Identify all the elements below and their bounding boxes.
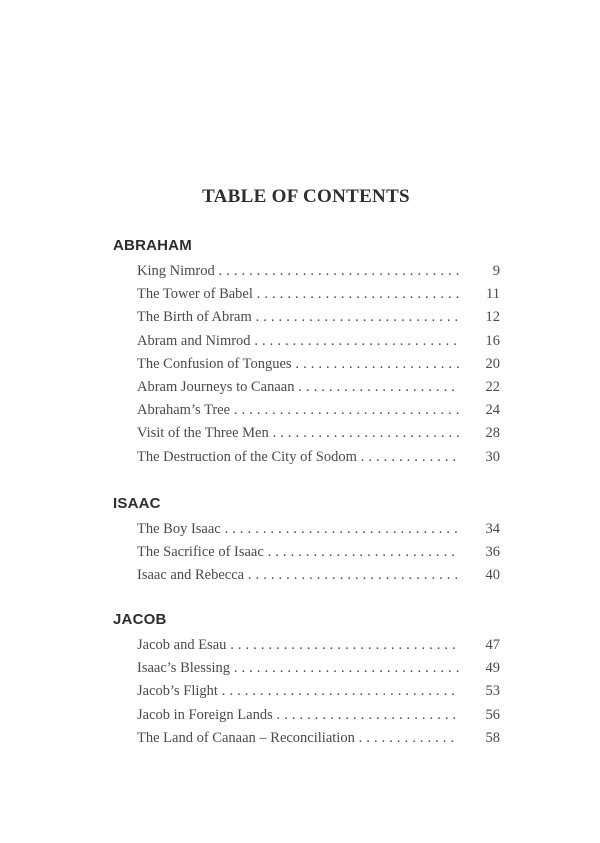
- toc-entry-title: The Land of Canaan – Reconciliation . . .: [137, 727, 459, 750]
- toc-entry-title: Jacob in Foreign Lands . . .: [137, 704, 459, 727]
- toc-entry-page: 22: [485, 378, 500, 395]
- section-heading: JACOB: [113, 611, 167, 628]
- toc-entry-page: 53: [485, 683, 500, 700]
- toc-entry-title: King Nimrod . . .: [137, 260, 459, 283]
- toc-entry[interactable]: [113, 330, 503, 353]
- toc-section-isaac: [113, 493, 503, 588]
- toc-entry[interactable]: [113, 376, 503, 399]
- toc-entry-page: 16: [485, 332, 500, 349]
- toc-entry-page: 24: [485, 402, 500, 419]
- toc-section-abraham: [113, 235, 503, 469]
- toc-entry[interactable]: [113, 727, 503, 750]
- toc-entry-list: [113, 260, 503, 469]
- section-heading: ABRAHAM: [113, 237, 192, 254]
- toc-entry-title: Isaac and Rebecca . . .: [137, 564, 459, 587]
- toc-entry-title: Visit of the Three Men . . .: [137, 422, 459, 445]
- toc-entry-title: Isaac’s Blessing . . .: [137, 657, 459, 680]
- toc-entry-title: Jacob’s Flight . . .: [137, 680, 459, 703]
- toc-entry[interactable]: [113, 518, 503, 541]
- toc-entry[interactable]: [113, 657, 503, 680]
- toc-entry-title: The Sacrifice of Isaac . . .: [137, 541, 459, 564]
- toc-entry-page: 49: [485, 660, 500, 677]
- toc-entry[interactable]: [113, 283, 503, 306]
- toc-entry-title: The Tower of Babel . . .: [137, 283, 459, 306]
- toc-entry[interactable]: [113, 260, 503, 283]
- toc-entry-page: 20: [485, 355, 500, 372]
- toc-section-jacob: [113, 609, 503, 750]
- toc-entry-page: 56: [485, 706, 500, 723]
- toc-entry-title: The Boy Isaac . . .: [137, 518, 459, 541]
- toc-entry[interactable]: [113, 306, 503, 329]
- toc-entry-page: 28: [485, 425, 500, 442]
- toc-entry[interactable]: [113, 399, 503, 422]
- toc-entry-page: 36: [485, 544, 500, 561]
- toc-entry[interactable]: [113, 680, 503, 703]
- toc-entry[interactable]: [113, 704, 503, 727]
- toc-entry-page: 40: [485, 567, 500, 584]
- toc-entry[interactable]: [113, 422, 503, 445]
- toc-entry-page: 58: [485, 729, 500, 746]
- toc-entry[interactable]: [113, 634, 503, 657]
- toc-entry-title: Abram and Nimrod . . .: [137, 330, 459, 353]
- toc-entry-page: 12: [485, 309, 500, 326]
- toc-entry[interactable]: [113, 541, 503, 564]
- toc-entry[interactable]: [113, 564, 503, 587]
- toc-entry-page: 30: [485, 448, 500, 465]
- toc-entry[interactable]: [113, 353, 503, 376]
- toc-entry-list: [113, 518, 503, 588]
- toc-entry-title: The Confusion of Tongues . . .: [137, 353, 459, 376]
- page-title: TABLE OF CONTENTS: [202, 186, 410, 207]
- section-heading: ISAAC: [113, 495, 161, 512]
- toc-entry-page: 47: [485, 637, 500, 653]
- toc-entry[interactable]: [113, 446, 503, 469]
- toc-entry-title: Abram Journeys to Canaan . . .: [137, 376, 459, 399]
- toc-entry-title: Abraham’s Tree . . .: [137, 399, 459, 422]
- toc-entry-title: The Birth of Abram . . .: [137, 306, 459, 329]
- toc-entry-title: Jacob and Esau . . .: [137, 634, 459, 657]
- toc-entry-page: 11: [486, 286, 500, 303]
- toc-entry-page: 9: [492, 263, 500, 279]
- toc-entry-list: [113, 634, 503, 750]
- toc-entry-title: The Destruction of the City of Sodom . . .: [137, 446, 459, 469]
- toc-entry-page: 34: [485, 521, 500, 537]
